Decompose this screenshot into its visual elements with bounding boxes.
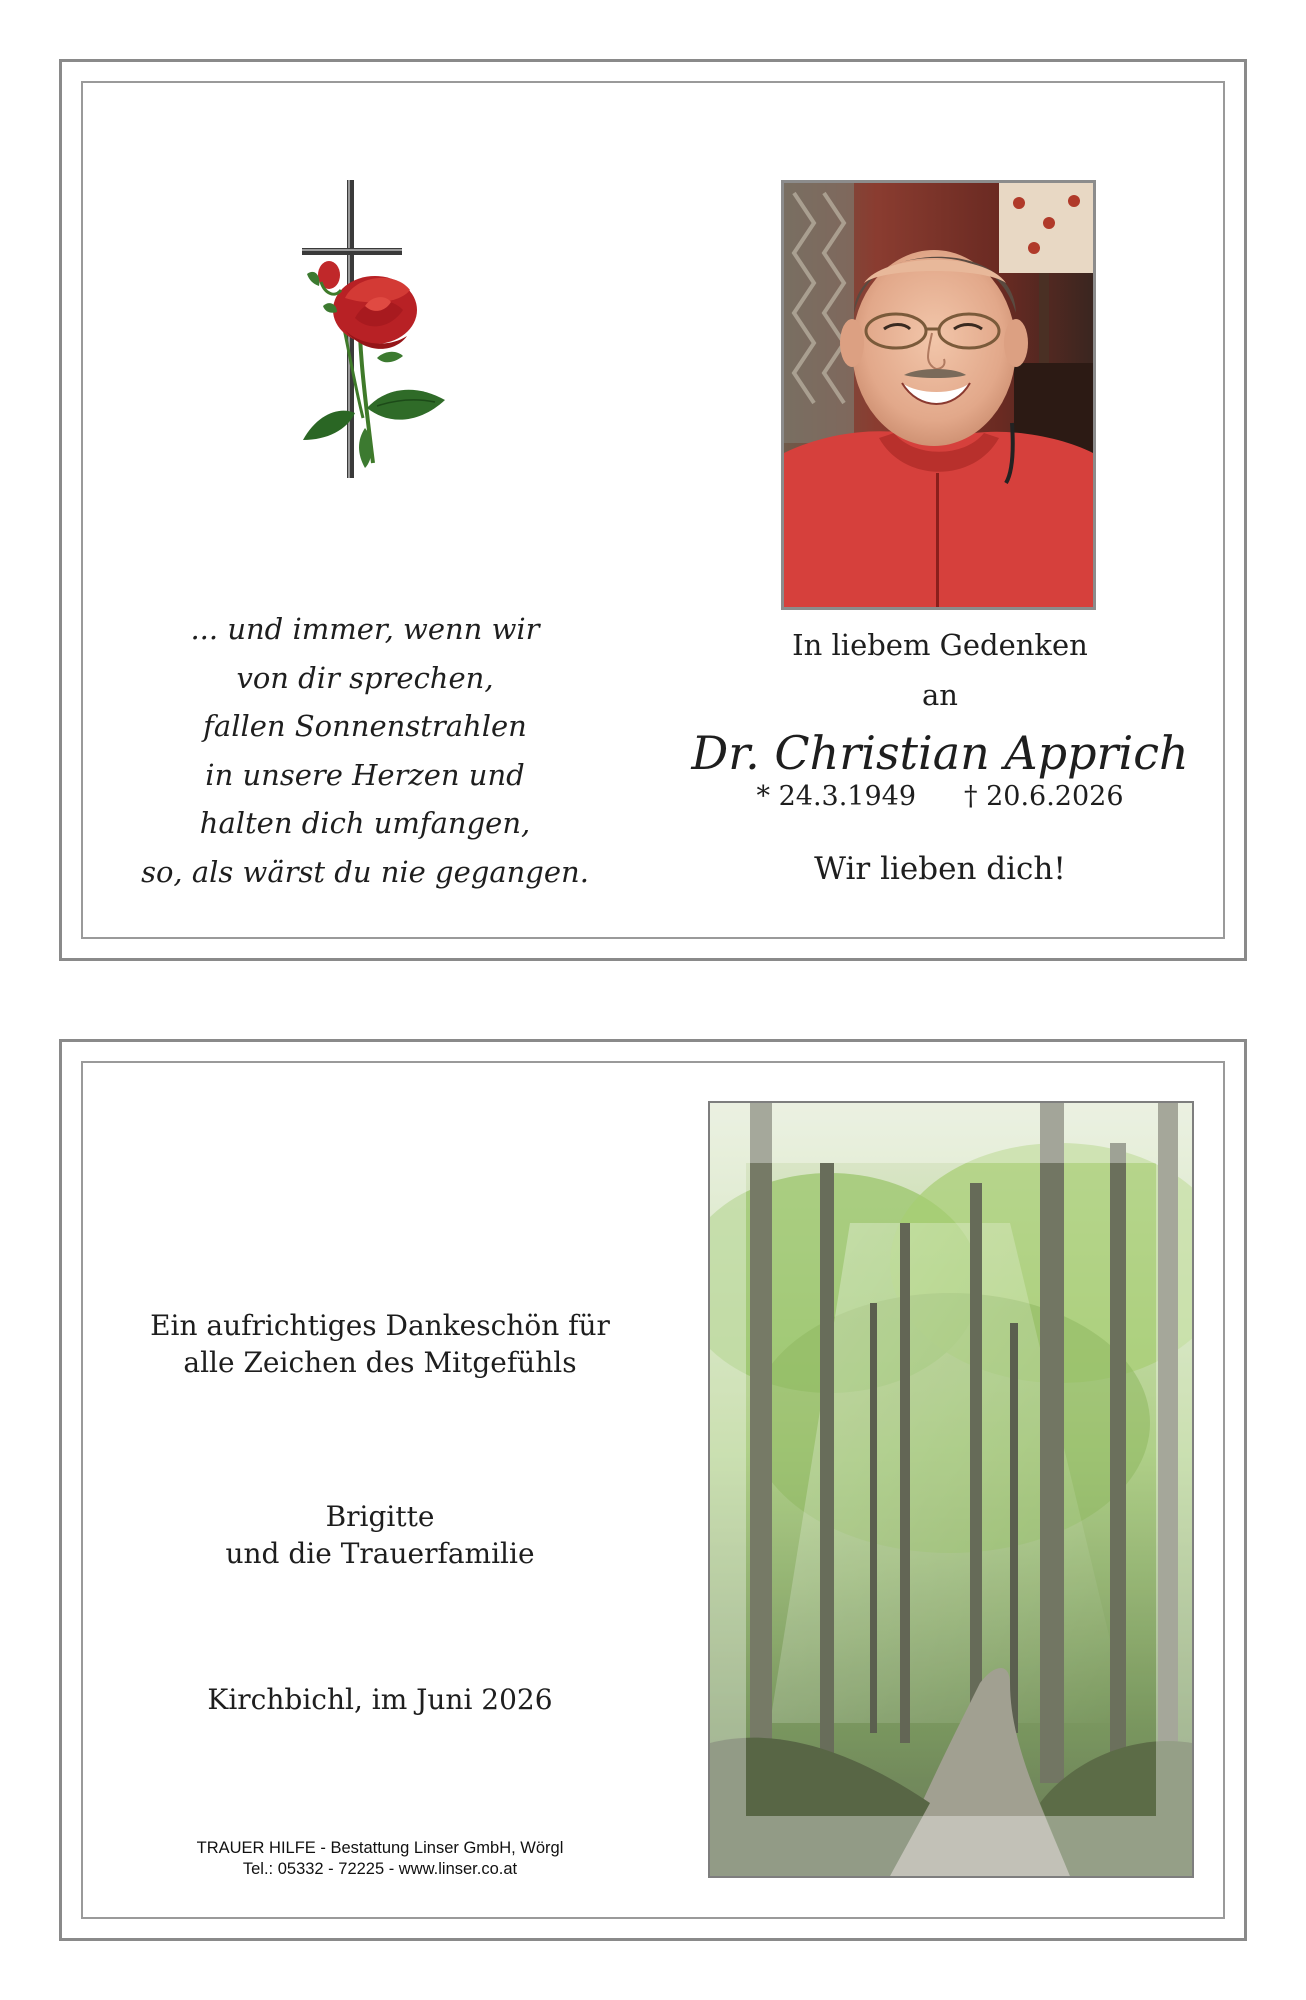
birth-date: * 24.3.1949 — [756, 781, 916, 812]
signature-line: und die Trauerfamilie — [225, 1537, 535, 1570]
thanks-line: Ein aufrichtiges Dankeschön für — [150, 1309, 610, 1342]
footer-line: TRAUER HILFE - Bestattung Linser GmbH, Wörgl — [196, 1839, 564, 1857]
forest-path-image — [708, 1101, 1194, 1878]
life-dates — [640, 780, 1240, 814]
death-date: † 20.6.2026 — [964, 781, 1124, 812]
closing-line: Wir lieben dich! — [814, 851, 1066, 887]
poem-line: so, als wärst du nie gegangen. — [141, 854, 589, 889]
funeral-home-footer — [120, 1838, 640, 1880]
signature-line: Brigitte — [325, 1500, 435, 1533]
poem-line: halten dich umfangen, — [199, 806, 531, 840]
memorial-poem — [120, 605, 610, 896]
poem-line: von dir sprechen, — [236, 660, 494, 695]
deceased-name: Dr. Christian Apprich — [691, 726, 1189, 780]
memorial-intro-an: an — [922, 678, 958, 712]
portrait-photo — [781, 180, 1096, 610]
place-date: Kirchbichl, im Juni 2026 — [207, 1683, 553, 1716]
thanks-text — [120, 1307, 640, 1381]
poem-line: in unsere Herzen und — [205, 757, 525, 792]
memorial-intro: In liebem Gedenken — [792, 628, 1088, 662]
footer-line: Tel.: 05332 - 72225 - www.linser.co.at — [242, 1860, 518, 1878]
thanks-line: alle Zeichen des Mitgefühls — [183, 1346, 577, 1379]
cross-with-rose-icon — [285, 178, 455, 483]
poem-line: ... und immer, wenn wir — [190, 612, 540, 646]
poem-line: fallen Sonnenstrahlen — [203, 709, 527, 743]
signature-text — [120, 1498, 640, 1572]
